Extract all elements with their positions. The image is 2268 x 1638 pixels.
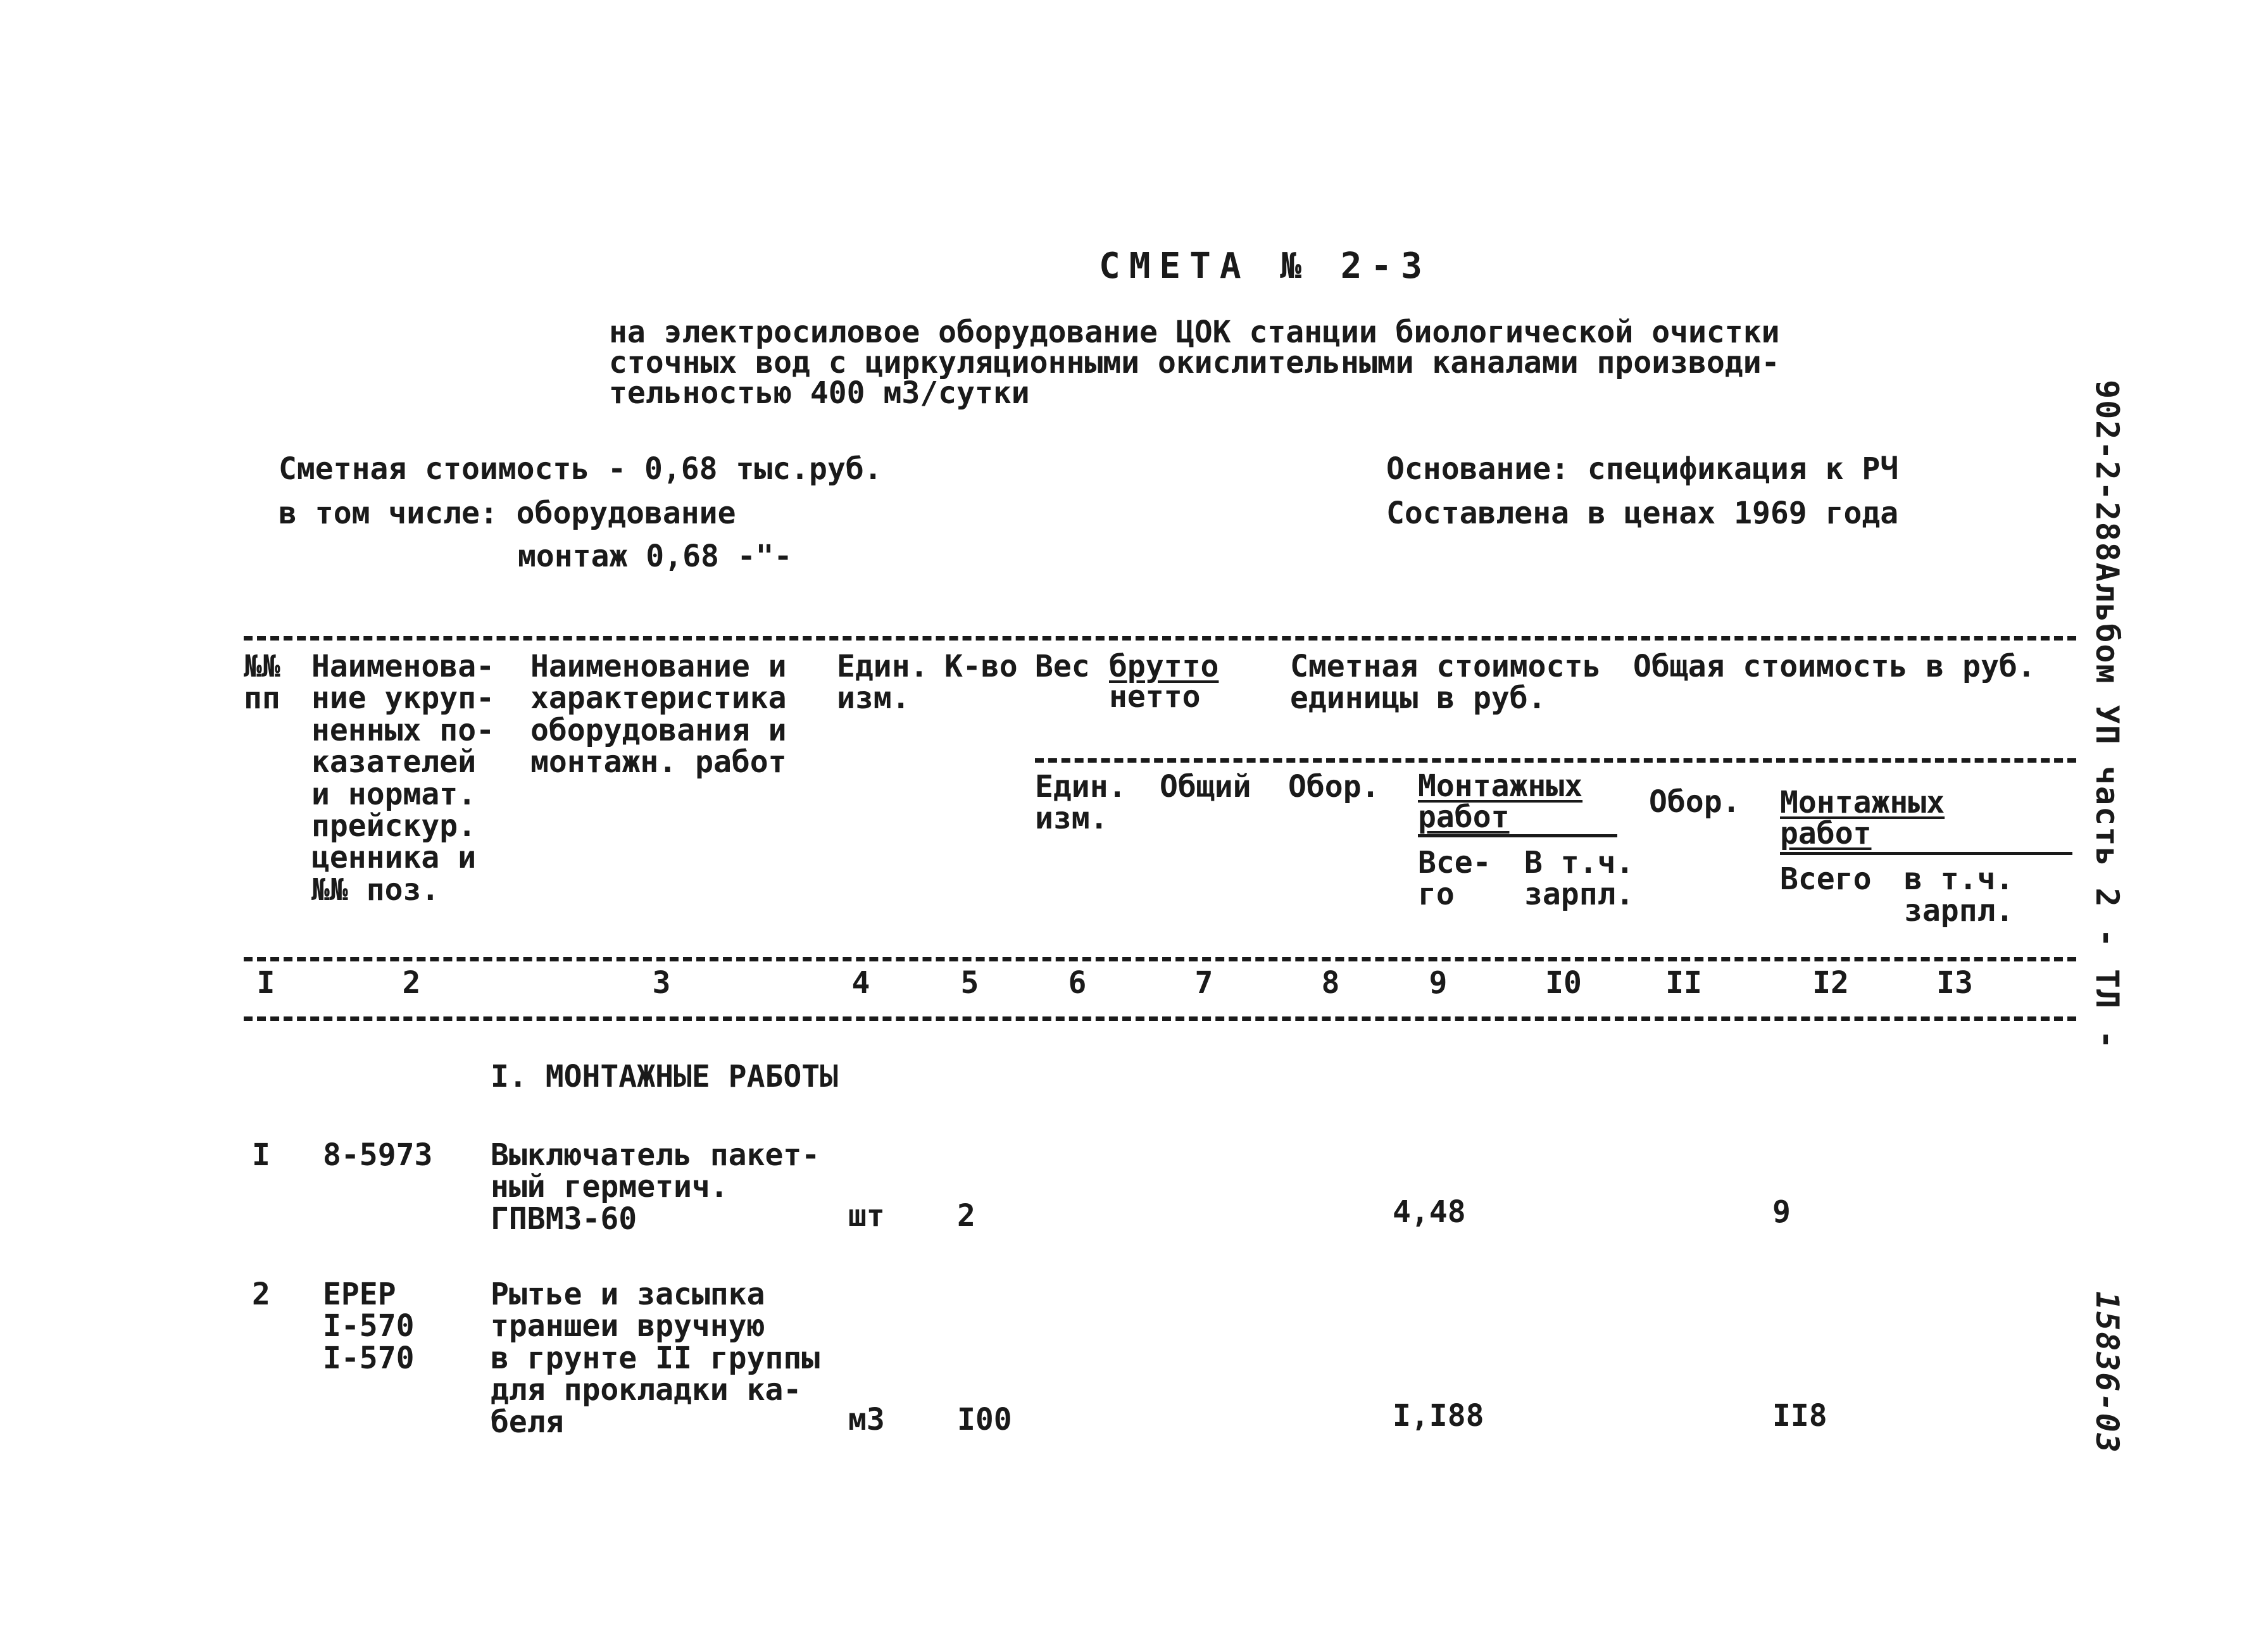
row-code: 8-5973: [323, 1137, 433, 1173]
numbers-bottom-rule: [244, 1016, 2076, 1021]
column-number: 9: [1429, 965, 1448, 1001]
row-code: ЕРЕР I-570 I-570: [323, 1277, 415, 1376]
column-number: I3: [1936, 965, 1973, 1001]
column-number: 6: [1068, 965, 1087, 1001]
row-number: 2: [252, 1277, 270, 1312]
row-qty: I00: [957, 1402, 1012, 1437]
section-title: I. МОНТАЖНЫЕ РАБОТЫ: [491, 1059, 839, 1094]
column-number: I: [256, 965, 275, 1001]
column-number: 7: [1194, 965, 1213, 1001]
header-total-cost: Общая стоимость в руб.: [1633, 649, 2036, 684]
header-bottom-rule: [244, 957, 2076, 961]
header-brutto: брутто: [1109, 649, 1219, 684]
header-weight: Вес: [1035, 649, 1090, 684]
column-number: 4: [851, 965, 870, 1001]
subtitle-line-3: тельностью 400 м3/сутки: [609, 375, 1030, 411]
column-number: 3: [652, 965, 671, 1001]
header-total-montage-wages: в т.ч. зарпл.: [1904, 861, 2014, 929]
header-unit-montage-wages: В т.ч. зарпл.: [1524, 845, 1634, 913]
table-top-rule: [244, 636, 2076, 641]
row-unit: м3: [848, 1402, 885, 1437]
prices-note: Составлена в ценах 1969 года: [1386, 496, 1899, 531]
row-number: I: [252, 1137, 270, 1173]
row-unit-montage-total: 4,48: [1393, 1194, 1466, 1230]
column-number: II: [1665, 965, 1702, 1001]
row-name: Рытье и засыпка траншеи вручную в грунте II группы для прокладки ка- беля: [491, 1277, 820, 1440]
header-unit-montage: Монтажных работ: [1418, 768, 1583, 835]
row-qty: 2: [957, 1198, 975, 1234]
side-label-album: 902-2-288Альбом УП часть 2 - ТЛ -: [2089, 380, 2126, 1051]
subheader-rule: [1035, 758, 2076, 763]
row-unit: шт: [848, 1198, 885, 1234]
montage-total-rule: [1780, 852, 2072, 855]
header-total-montage-total: Всего: [1780, 861, 1872, 897]
row-total-montage: 9: [1772, 1194, 1791, 1230]
header-weight-unit: Един. изм.: [1035, 769, 1127, 837]
header-unit: Един. изм.: [837, 649, 929, 716]
column-number: I2: [1812, 965, 1849, 1001]
header-indicators: Наименова- ние укруп- ненных по- казателей и нормат. прейскур. ценника и №№ поз.: [311, 649, 494, 908]
header-unit-equipment: Обор.: [1288, 769, 1380, 804]
header-total-montage: Монтажных работ: [1780, 785, 1945, 851]
including-equipment: в том числе: оборудование: [279, 496, 736, 531]
row-unit-montage-total: I,I88: [1393, 1398, 1484, 1434]
estimated-cost: Сметная стоимость - 0,68 тыс.руб.: [279, 451, 882, 487]
header-name: Наименование и характеристика оборудования и монтажн. работ: [530, 649, 787, 780]
basis-note: Основание: спецификация к РЧ: [1386, 451, 1899, 487]
document-title: СМЕТА № 2-3: [1099, 246, 1431, 287]
header-num: №№ пп: [244, 649, 280, 716]
including-montage: монтаж 0,68 -"-: [518, 539, 793, 574]
row-total-montage: II8: [1772, 1398, 1827, 1434]
column-number: 2: [402, 965, 421, 1001]
header-qty: К-во: [944, 649, 1018, 684]
header-total-equipment: Обор.: [1649, 784, 1741, 820]
column-number: I0: [1545, 965, 1582, 1001]
header-unit-montage-total: Все- го: [1418, 845, 1491, 913]
row-name: Выключатель пакет- ный герметич. ГПВМ3-60: [491, 1137, 820, 1237]
subtitle-line-1: на электросиловое оборудование ЦОК станции биологической очистки: [609, 315, 1780, 350]
column-number: 5: [960, 965, 979, 1001]
header-weight-total: Общий: [1160, 769, 1251, 804]
header-netto: нетто: [1109, 679, 1201, 715]
header-unit-cost: Сметная стоимость единицы в руб.: [1290, 649, 1601, 716]
column-number: 8: [1321, 965, 1340, 1001]
subtitle-line-2: сточных вод с циркуляционными окислительными каналами производи-: [609, 345, 1780, 380]
side-label-number: 15836-03: [2089, 1291, 2126, 1454]
